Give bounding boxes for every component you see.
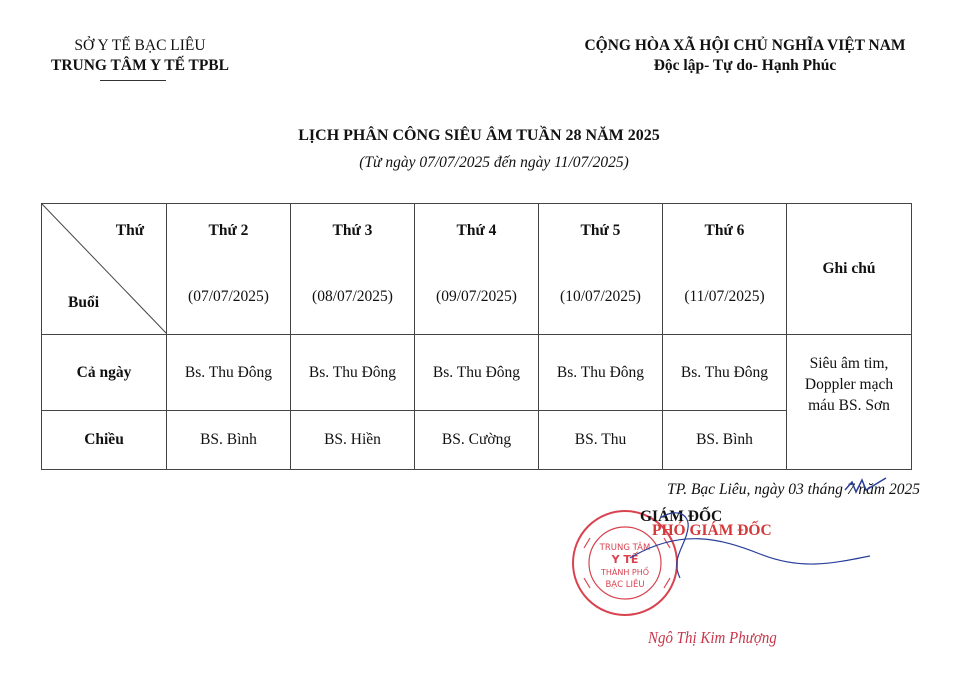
schedule-cell: BS. Cường [415,411,539,470]
session-label: Chiều [42,411,167,470]
stamp-line: Y TẾ [611,553,639,566]
schedule-table [41,203,912,470]
schedule-cell: Bs. Thu Đông [291,335,415,411]
place-date: TP. Bạc Liêu, ngày 03 tháng 7 năm 2025 [667,481,920,498]
motto: Độc lập- Tự do- Hạnh Phúc [653,57,837,74]
note-cell: Siêu âm tim, Doppler mạch máu BS. Sơn [787,335,912,470]
page-subtitle: (Từ ngày 07/07/2025 đến ngày 11/07/2025) [359,154,629,171]
day-date: (08/07/2025) [312,288,393,305]
schedule-cell: Bs. Thu Đông [539,335,663,411]
signer-title: GIÁM ĐỐC [640,508,723,525]
day-header [663,204,787,335]
day-date: (10/07/2025) [560,288,641,305]
day-date: (09/07/2025) [436,288,517,305]
stamp-line: BẠC LIÊU [605,580,645,590]
stamp-line: THÀNH PHỐ [600,568,650,577]
table-row-full-day [42,335,912,411]
page-title: LỊCH PHÂN CÔNG SIÊU ÂM TUẦN 28 NĂM 2025 [298,127,660,144]
day-date: (11/07/2025) [684,288,765,305]
session-label: Cả ngày [42,335,167,411]
country-name: CỘNG HÒA XÃ HỘI CHỦ NGHĨA VIỆT NAM [584,37,906,54]
schedule-cell: Bs. Thu Đông [167,335,291,411]
day-name: Thứ 6 [704,222,745,239]
schedule-cell: BS. Bình [663,411,787,470]
org-name: TRUNG TÂM Y TẾ TPBL [50,57,229,74]
schedule-cell: Bs. Thu Đông [663,335,787,411]
stamp-line: TRUNG TÂM [599,543,651,553]
table-header-row [42,204,912,335]
corner-session-label: Buổi [68,294,100,311]
schedule-cell: BS. Bình [167,411,291,470]
day-header [291,204,415,335]
schedule-cell: Bs. Thu Đông [415,335,539,411]
note-header: Ghi chú [787,204,912,335]
day-header [167,204,291,335]
day-date: (07/07/2025) [188,288,269,305]
corner-cell [42,204,167,335]
day-header [415,204,539,335]
day-name: Thứ 4 [456,222,497,239]
org-parent: SỞ Y TẾ BẠC LIÊU [74,37,206,54]
org-header [40,36,240,76]
schedule-cell: BS. Thu [539,411,663,470]
header-left-rule [100,80,166,81]
day-header [539,204,663,335]
corner-diagonal [42,204,167,334]
table-row-afternoon [42,411,912,470]
day-name: Thứ 2 [208,222,249,239]
handwritten-signature [600,468,900,608]
day-name: Thứ 5 [580,222,621,239]
national-header [540,36,950,76]
signer-name: Ngô Thị Kim Phượng [648,628,777,647]
signer-subtitle: PHÓ GIÁM ĐỐC [652,522,772,539]
schedule-cell: BS. Hiền [291,411,415,470]
day-name: Thứ 3 [332,222,373,239]
corner-day-label: Thứ [115,222,144,239]
